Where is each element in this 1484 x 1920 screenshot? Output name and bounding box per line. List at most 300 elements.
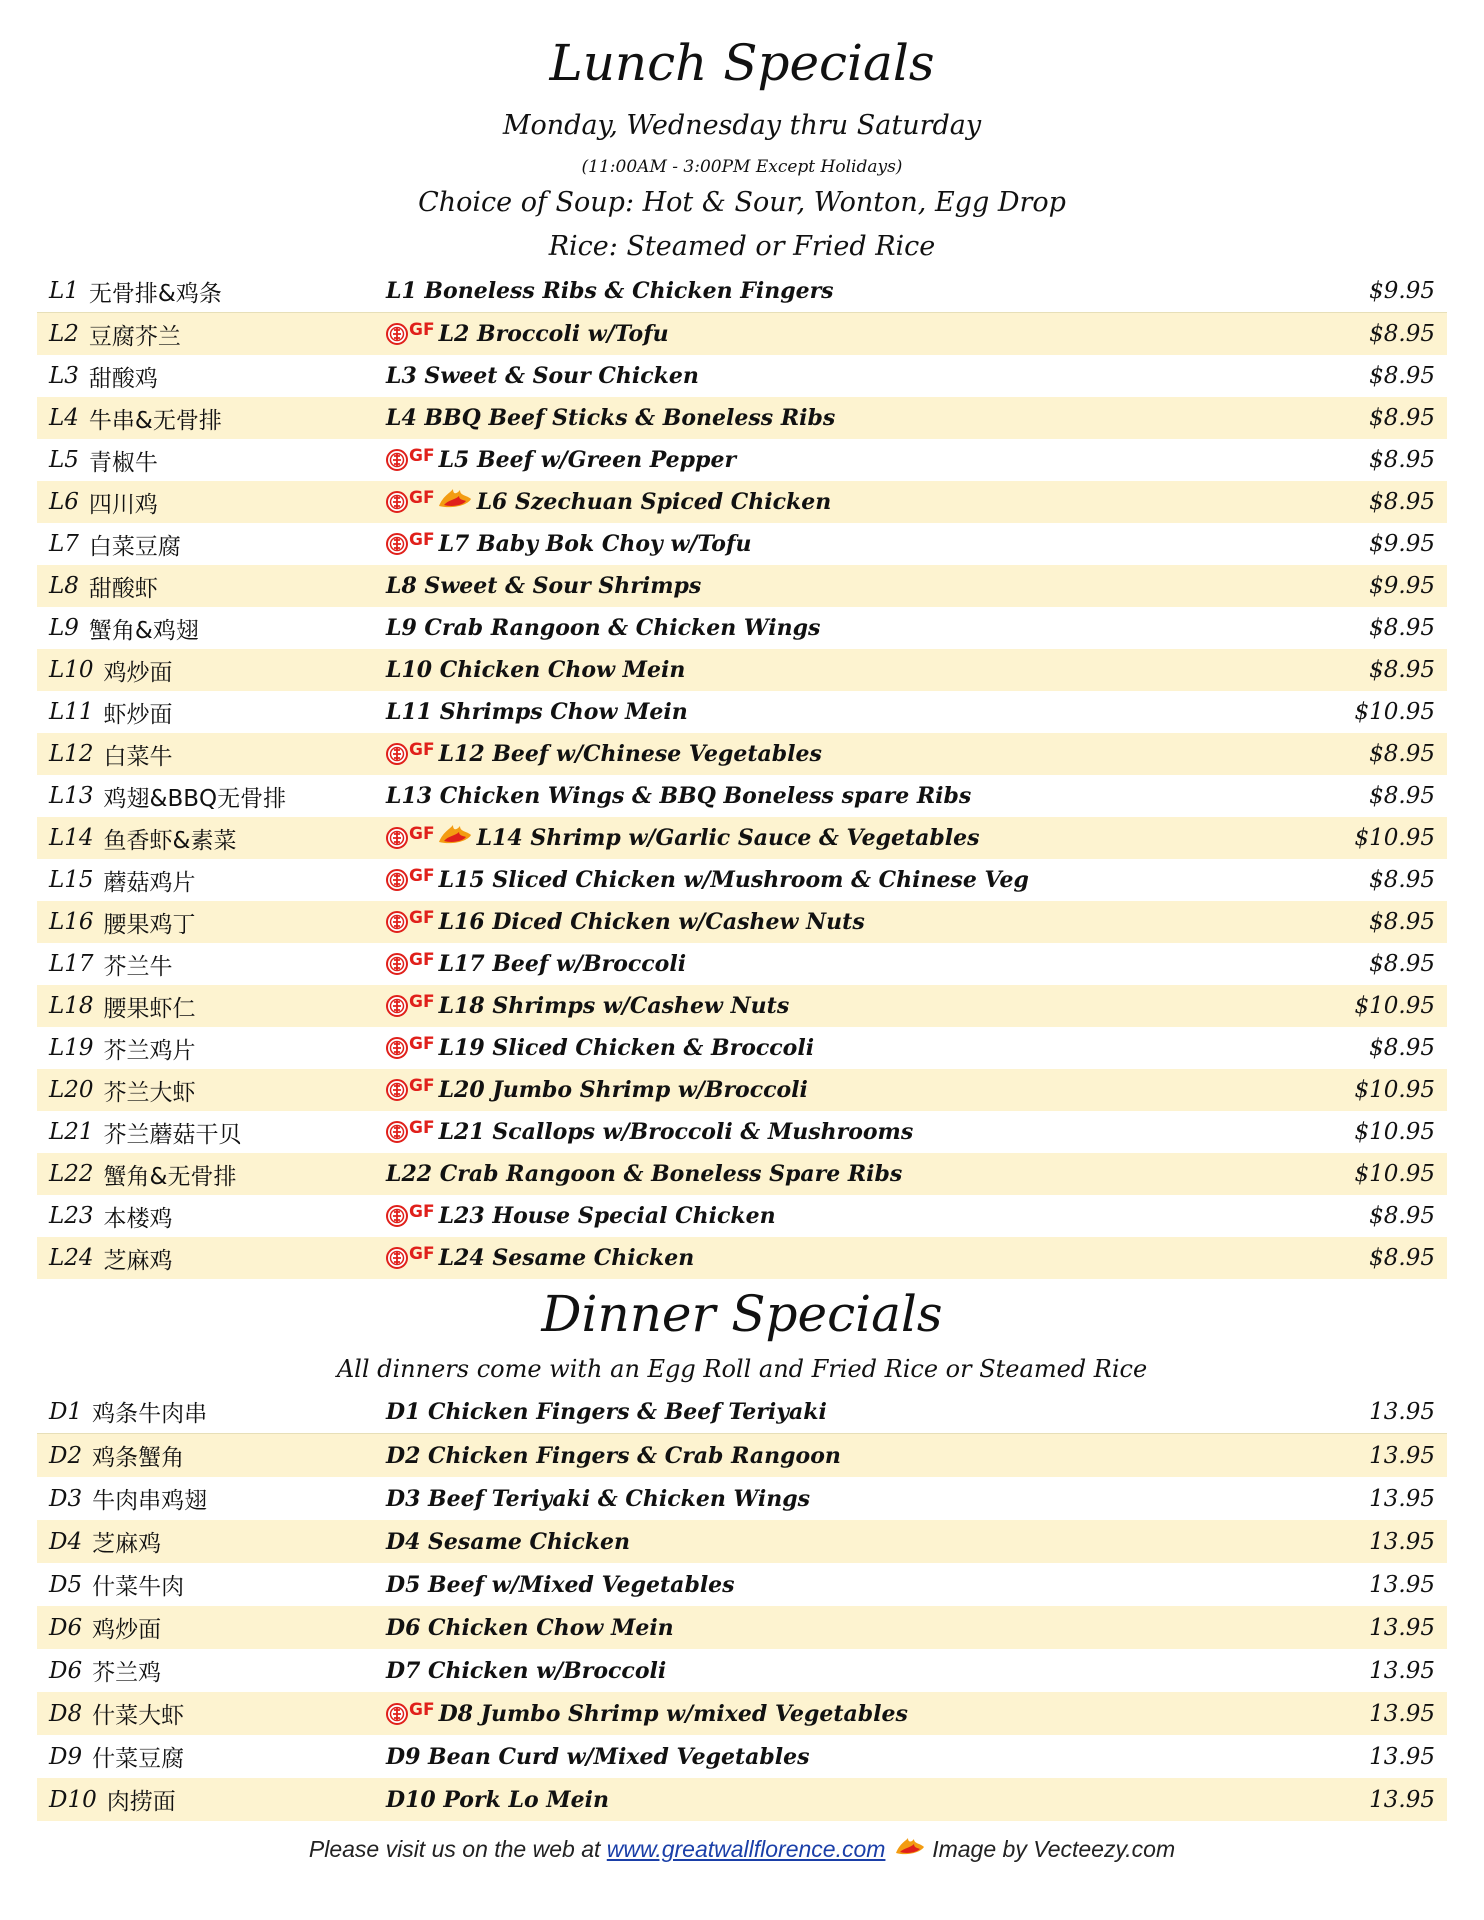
gluten-free-icon — [386, 1202, 435, 1227]
gluten-free-icon — [386, 866, 435, 891]
gluten-free-icon — [386, 446, 435, 471]
item-code — [49, 1778, 176, 1821]
dinner-item — [37, 1649, 1447, 1692]
item-name — [386, 901, 865, 943]
dinner-item — [37, 1563, 1447, 1606]
item-english-name: L13 Chicken Wings & BBQ Boneless spare Ribs — [386, 783, 972, 809]
dinner-item — [37, 1477, 1447, 1520]
dinner-item — [37, 1778, 1447, 1821]
item-english-name: L10 Chicken Chow Mein — [386, 657, 686, 683]
item-english-name: D4 Sesame Chicken — [386, 1528, 630, 1555]
item-code — [49, 270, 222, 312]
item-name — [386, 775, 971, 817]
gluten-free-label: GF — [409, 446, 435, 466]
item-marks — [386, 320, 435, 345]
lunch-item — [37, 397, 1447, 439]
item-code — [49, 649, 173, 691]
item-chinese-name: 肉捞面 — [106, 1789, 176, 1815]
item-code — [49, 1027, 196, 1069]
item-code — [49, 1153, 236, 1195]
gluten-free-icon — [386, 740, 435, 765]
lunch-item — [37, 775, 1447, 817]
item-number: L3 — [49, 363, 79, 389]
item-price: $8.95 — [1369, 321, 1435, 347]
lunch-item — [37, 1111, 1447, 1153]
item-number: L7 — [49, 531, 79, 557]
item-number: L4 — [49, 405, 79, 431]
lunch-item — [37, 859, 1447, 901]
item-english-name: L16 Diced Chicken w/Cashew Nuts — [438, 909, 865, 935]
item-english-name: L5 Beef w/Green Pepper — [438, 447, 737, 473]
item-number: D2 — [49, 1442, 83, 1469]
item-chinese-name: 牛串&无骨排 — [88, 407, 222, 434]
item-name — [386, 607, 820, 649]
item-english-name: D5 Beef w/Mixed Vegetables — [386, 1571, 735, 1598]
item-number: L12 — [49, 741, 94, 767]
lunch-item — [37, 1195, 1447, 1237]
gluten-free-icon — [386, 992, 435, 1017]
item-english-name: L22 Crab Rangoon & Boneless Spare Ribs — [386, 1161, 903, 1187]
item-code — [49, 355, 158, 397]
gluten-free-label: GF — [409, 1118, 435, 1138]
item-price: $9.95 — [1369, 531, 1435, 557]
item-code — [49, 1735, 184, 1778]
lunch-item — [37, 355, 1447, 397]
item-chinese-name: 豆腐芥兰 — [88, 323, 181, 350]
gluten-free-icon — [386, 1244, 435, 1269]
item-number: D5 — [49, 1571, 83, 1598]
item-name — [386, 733, 822, 775]
item-number: L14 — [49, 825, 94, 851]
item-english-name: L11 Shrimps Chow Mein — [386, 699, 688, 725]
item-price: $10.95 — [1354, 1119, 1435, 1145]
lunch-item — [37, 901, 1447, 943]
item-price: $10.95 — [1354, 699, 1435, 725]
item-marks — [386, 824, 473, 852]
gluten-free-label: GF — [409, 992, 435, 1012]
lunch-item — [37, 985, 1447, 1027]
gluten-free-label: GF — [409, 824, 435, 844]
item-price: 13.95 — [1369, 1398, 1435, 1425]
item-price: $8.95 — [1369, 657, 1435, 683]
item-code — [49, 607, 199, 649]
item-name — [386, 649, 685, 691]
item-code — [49, 1390, 207, 1433]
gluten-free-label: GF — [409, 1202, 435, 1222]
item-english-name: L21 Scallops w/Broccoli & Mushrooms — [438, 1119, 914, 1145]
item-price: 13.95 — [1369, 1700, 1435, 1727]
item-price: $8.95 — [1369, 1203, 1435, 1229]
item-chinese-name: 四川鸡 — [88, 491, 158, 518]
item-english-name: L23 House Special Chicken — [438, 1203, 776, 1229]
item-name — [386, 691, 688, 733]
item-price: $10.95 — [1354, 825, 1435, 851]
item-number: D1 — [49, 1398, 83, 1425]
item-english-name: D9 Bean Curd w/Mixed Vegetables — [386, 1743, 810, 1770]
item-code — [49, 313, 181, 355]
item-english-name: L24 Sesame Chicken — [438, 1245, 695, 1271]
item-marks — [386, 908, 435, 933]
item-code — [49, 481, 158, 523]
item-code — [49, 1195, 173, 1237]
item-number: D4 — [49, 1528, 83, 1555]
item-english-name: L7 Baby Bok Choy w/Tofu — [438, 531, 752, 557]
item-code — [49, 1237, 173, 1279]
item-number: L5 — [49, 447, 79, 473]
item-marks — [386, 1118, 435, 1143]
item-chinese-name: 鸡条蟹角 — [92, 1445, 185, 1471]
item-name — [386, 985, 789, 1027]
gluten-free-icon — [386, 1699, 435, 1725]
item-name — [386, 481, 831, 523]
item-number: L20 — [49, 1077, 94, 1103]
dinner-item — [37, 1735, 1447, 1778]
dinner-title: Dinner Specials — [541, 1285, 943, 1343]
dinner-item — [37, 1606, 1447, 1649]
item-price: 13.95 — [1369, 1528, 1435, 1555]
gluten-free-label: GF — [409, 1034, 435, 1054]
item-english-name: L2 Broccoli w/Tofu — [438, 321, 669, 347]
item-chinese-name: 白菜豆腐 — [88, 533, 181, 560]
item-name — [386, 1520, 630, 1563]
item-name — [386, 270, 834, 312]
item-english-name: D6 Chicken Chow Mein — [386, 1614, 674, 1641]
item-number: D10 — [49, 1786, 97, 1813]
gluten-free-icon — [386, 908, 435, 933]
footer — [0, 1836, 1484, 1863]
gluten-free-icon — [386, 824, 435, 849]
item-english-name: D8 Jumbo Shrimp w/mixed Vegetables — [438, 1700, 908, 1727]
gluten-free-label: GF — [409, 950, 435, 970]
lunch-item — [37, 1153, 1447, 1195]
gluten-free-label: GF — [409, 1076, 435, 1096]
item-name — [386, 439, 736, 481]
item-number: L13 — [49, 783, 94, 809]
item-number: L6 — [49, 489, 79, 515]
item-code — [49, 691, 173, 733]
item-name — [386, 1027, 814, 1069]
item-price: $8.95 — [1369, 405, 1435, 431]
item-name — [386, 1563, 735, 1606]
item-code — [49, 523, 181, 565]
item-marks — [386, 866, 435, 891]
item-chinese-name: 鸡条牛肉串 — [92, 1401, 208, 1427]
gluten-free-icon — [386, 488, 435, 513]
item-name — [386, 943, 686, 985]
item-code — [49, 1069, 196, 1111]
item-name — [386, 397, 835, 439]
item-number: L23 — [49, 1203, 94, 1229]
item-number: D6 — [49, 1614, 83, 1641]
item-english-name: L17 Beef w/Broccoli — [438, 951, 687, 977]
dinner-item — [37, 1434, 1447, 1477]
dinner-note: All dinners come with an Egg Roll and Fried Rice or Steamed Rice — [336, 1355, 1148, 1383]
item-chinese-name: 芥兰大虾 — [103, 1079, 196, 1106]
item-marks — [386, 1076, 435, 1101]
item-chinese-name: 芥兰蘑菇干贝 — [103, 1121, 242, 1148]
item-price: $8.95 — [1369, 447, 1435, 473]
gluten-free-icon — [386, 320, 435, 345]
flame-icon — [894, 1836, 926, 1863]
item-chinese-name: 芥兰牛 — [103, 953, 173, 980]
item-english-name: L6 Szechuan Spiced Chicken — [476, 489, 832, 515]
item-name — [386, 1237, 694, 1279]
gluten-free-label: GF — [409, 908, 435, 928]
item-chinese-name: 青椒牛 — [88, 449, 158, 476]
item-code — [49, 397, 222, 439]
dinner-item — [37, 1692, 1447, 1735]
item-code — [49, 1649, 161, 1692]
item-number: L1 — [49, 278, 79, 304]
gluten-free-icon — [386, 1118, 435, 1143]
gluten-free-label: GF — [409, 320, 435, 340]
item-price: $9.95 — [1369, 278, 1435, 304]
lunch-item — [37, 943, 1447, 985]
item-name — [386, 1692, 908, 1735]
item-chinese-name: 芥兰鸡片 — [103, 1037, 196, 1064]
item-name — [386, 1434, 841, 1477]
item-english-name: L15 Sliced Chicken w/Mushroom & Chinese Veg — [438, 867, 1029, 893]
gluten-free-label: GF — [409, 740, 435, 760]
item-english-name: L14 Shrimp w/Garlic Sauce & Vegetables — [476, 825, 980, 851]
lunch-item — [37, 270, 1447, 313]
item-code — [49, 775, 286, 817]
item-name — [386, 1111, 913, 1153]
item-code — [49, 901, 196, 943]
item-price: 13.95 — [1369, 1571, 1435, 1598]
item-code — [49, 565, 158, 607]
item-code — [49, 859, 196, 901]
item-name — [386, 565, 701, 607]
item-marks — [386, 1202, 435, 1227]
item-price: $8.95 — [1369, 909, 1435, 935]
item-chinese-name: 白菜牛 — [103, 743, 173, 770]
item-price: $10.95 — [1354, 1161, 1435, 1187]
gluten-free-icon — [386, 950, 435, 975]
item-code — [49, 1606, 161, 1649]
item-marks — [386, 1699, 435, 1725]
item-code — [49, 1434, 184, 1477]
item-name — [386, 355, 699, 397]
lunch-item — [37, 817, 1447, 859]
item-number: D8 — [49, 1700, 83, 1727]
item-code — [49, 733, 173, 775]
item-price: $8.95 — [1369, 741, 1435, 767]
item-english-name: L9 Crab Rangoon & Chicken Wings — [386, 615, 821, 641]
item-code — [49, 1563, 184, 1606]
lunch-item — [37, 313, 1447, 355]
item-chinese-name: 芥兰鸡 — [92, 1660, 162, 1686]
item-chinese-name: 蘑菇鸡片 — [103, 869, 196, 896]
lunch-item — [37, 481, 1447, 523]
item-english-name: L8 Sweet & Sour Shrimps — [386, 573, 702, 599]
item-code — [49, 817, 236, 859]
dinner-menu-list — [37, 1390, 1447, 1821]
item-english-name: L19 Sliced Chicken & Broccoli — [438, 1035, 815, 1061]
website-link[interactable]: www.greatwallflorence.com — [606, 1836, 886, 1862]
item-english-name: D10 Pork Lo Mein — [386, 1786, 609, 1813]
item-chinese-name: 牛肉串鸡翅 — [92, 1488, 208, 1514]
image-credit: Image by Vecteezy.com — [932, 1836, 1176, 1862]
item-price: 13.95 — [1369, 1657, 1435, 1684]
item-price: $10.95 — [1354, 993, 1435, 1019]
item-price: $8.95 — [1369, 783, 1435, 809]
item-code — [49, 1477, 207, 1520]
lunch-item — [37, 649, 1447, 691]
item-english-name: L18 Shrimps w/Cashew Nuts — [438, 993, 790, 1019]
item-price: 13.95 — [1369, 1442, 1435, 1469]
item-code — [49, 1520, 161, 1563]
item-code — [49, 1111, 242, 1153]
item-chinese-name: 什菜牛肉 — [92, 1574, 185, 1600]
item-number: L19 — [49, 1035, 94, 1061]
item-chinese-name: 芝麻鸡 — [92, 1531, 162, 1557]
item-price: $8.95 — [1369, 363, 1435, 389]
item-english-name: D7 Chicken w/Broccoli — [386, 1657, 667, 1684]
item-english-name: D3 Beef Teriyaki & Chicken Wings — [386, 1485, 810, 1512]
item-price: $10.95 — [1354, 1077, 1435, 1103]
dinner-item — [37, 1520, 1447, 1563]
item-marks — [386, 1034, 435, 1059]
soup-choice: Choice of Soup: Hot & Sour, Wonton, Egg Drop — [418, 187, 1066, 218]
item-chinese-name: 本楼鸡 — [103, 1205, 173, 1232]
item-chinese-name: 无骨排&鸡条 — [88, 280, 222, 307]
gluten-free-icon — [386, 530, 435, 555]
gluten-free-label: GF — [409, 866, 435, 886]
lunch-item — [37, 733, 1447, 775]
item-chinese-name: 腰果鸡丁 — [103, 911, 196, 938]
item-english-name: L3 Sweet & Sour Chicken — [386, 363, 699, 389]
item-english-name: L20 Jumbo Shrimp w/Broccoli — [438, 1077, 808, 1103]
lunch-item — [37, 607, 1447, 649]
item-number: L11 — [49, 699, 94, 725]
item-name — [386, 1735, 810, 1778]
lunch-title: Lunch Specials — [549, 34, 935, 92]
item-number: L16 — [49, 909, 94, 935]
item-code — [49, 439, 158, 481]
gluten-free-label: GF — [409, 1244, 435, 1264]
item-number: D9 — [49, 1743, 83, 1770]
item-chinese-name: 蟹角&鸡翅 — [88, 617, 199, 644]
lunch-hours: (11:00AM - 3:00PM Except Holidays) — [581, 157, 903, 177]
item-name — [386, 1649, 666, 1692]
item-code — [49, 1692, 184, 1735]
item-name — [386, 1153, 902, 1195]
item-name — [386, 313, 669, 355]
item-price: $8.95 — [1369, 1245, 1435, 1271]
item-english-name: L12 Beef w/Chinese Vegetables — [438, 741, 822, 767]
gluten-free-label: GF — [409, 530, 435, 550]
item-number: D3 — [49, 1485, 83, 1512]
item-price: $8.95 — [1369, 615, 1435, 641]
item-price: 13.95 — [1369, 1786, 1435, 1813]
lunch-item — [37, 523, 1447, 565]
lunch-item — [37, 439, 1447, 481]
item-name — [386, 1195, 776, 1237]
item-marks — [386, 950, 435, 975]
item-english-name: D1 Chicken Fingers & Beef Teriyaki — [386, 1398, 827, 1425]
item-chinese-name: 甜酸虾 — [88, 575, 158, 602]
item-chinese-name: 什菜豆腐 — [92, 1746, 185, 1772]
item-marks — [386, 530, 435, 555]
lunch-days: Monday, Wednesday thru Saturday — [502, 110, 982, 141]
item-number: L15 — [49, 867, 94, 893]
item-name — [386, 1390, 827, 1433]
item-chinese-name: 腰果虾仁 — [103, 995, 196, 1022]
item-chinese-name: 鱼香虾&素菜 — [103, 827, 237, 854]
item-chinese-name: 鸡炒面 — [103, 659, 173, 686]
item-name — [386, 1778, 609, 1821]
gluten-free-icon — [386, 1076, 435, 1101]
item-name — [386, 817, 980, 859]
item-number: L9 — [49, 615, 79, 641]
rice-choice: Rice: Steamed or Fried Rice — [548, 231, 936, 262]
item-number: L10 — [49, 657, 94, 683]
item-name — [386, 859, 1029, 901]
lunch-item — [37, 1027, 1447, 1069]
item-marks — [386, 488, 473, 516]
item-number: L18 — [49, 993, 94, 1019]
lunch-menu-list — [37, 270, 1447, 1279]
item-price: $8.95 — [1369, 867, 1435, 893]
item-number: L24 — [49, 1245, 94, 1271]
item-name — [386, 523, 751, 565]
dinner-item — [37, 1390, 1447, 1434]
footer-prefix: Please visit us on the web at — [308, 1836, 607, 1862]
item-marks — [386, 1244, 435, 1269]
spicy-flame-icon — [437, 824, 473, 852]
item-number: D6 — [49, 1657, 83, 1684]
lunch-item — [37, 691, 1447, 733]
lunch-item — [37, 1069, 1447, 1111]
spicy-flame-icon — [437, 488, 473, 516]
item-name — [386, 1477, 810, 1520]
item-chinese-name: 虾炒面 — [103, 701, 173, 728]
lunch-item — [37, 565, 1447, 607]
item-price: $8.95 — [1369, 1035, 1435, 1061]
item-chinese-name: 芝麻鸡 — [103, 1247, 173, 1274]
item-marks — [386, 740, 435, 765]
lunch-item — [37, 1237, 1447, 1279]
item-chinese-name: 鸡炒面 — [92, 1617, 162, 1643]
item-chinese-name: 蟹角&无骨排 — [103, 1163, 237, 1190]
item-marks — [386, 446, 435, 471]
item-price: $9.95 — [1369, 573, 1435, 599]
item-number: L21 — [49, 1119, 94, 1145]
item-code — [49, 985, 196, 1027]
item-code — [49, 943, 173, 985]
item-english-name: D2 Chicken Fingers & Crab Rangoon — [386, 1442, 841, 1469]
item-price: 13.95 — [1369, 1614, 1435, 1641]
item-chinese-name: 什菜大虾 — [92, 1703, 185, 1729]
item-number: L17 — [49, 951, 94, 977]
item-number: L22 — [49, 1161, 94, 1187]
item-chinese-name: 甜酸鸡 — [88, 365, 158, 392]
item-name — [386, 1069, 808, 1111]
item-marks — [386, 992, 435, 1017]
item-name — [386, 1606, 674, 1649]
item-english-name: L1 Boneless Ribs & Chicken Fingers — [386, 278, 834, 304]
item-price: $8.95 — [1369, 951, 1435, 977]
item-price: $8.95 — [1369, 489, 1435, 515]
gluten-free-icon — [386, 1034, 435, 1059]
item-number: L8 — [49, 573, 79, 599]
item-number: L2 — [49, 321, 79, 347]
item-english-name: L4 BBQ Beef Sticks & Boneless Ribs — [386, 405, 836, 431]
item-price: 13.95 — [1369, 1743, 1435, 1770]
item-chinese-name: 鸡翅&BBQ无骨排 — [103, 785, 287, 812]
item-price: 13.95 — [1369, 1485, 1435, 1512]
